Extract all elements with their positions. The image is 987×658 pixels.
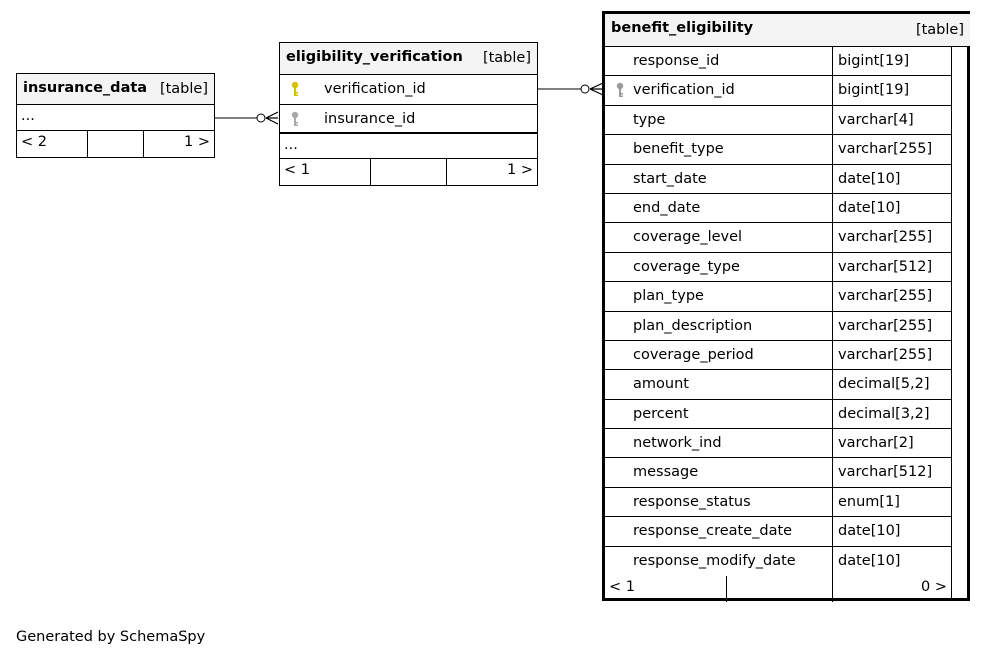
- table-name: benefit_eligibility: [611, 20, 754, 36]
- column-type: decimal[5,2]: [838, 376, 930, 393]
- column-type: varchar[512]: [838, 258, 933, 275]
- column-name: verification_id: [633, 82, 735, 99]
- edge-insurance-data-to-eligibility-verification: [215, 112, 278, 124]
- column-divider: [832, 341, 833, 369]
- column-name: verification_id: [324, 81, 426, 97]
- column-divider: [832, 253, 833, 281]
- foreign-key-icon: [615, 82, 625, 98]
- edge-eligibility-verification-to-benefit-eligibility: [537, 83, 603, 95]
- column-name: response_status: [633, 493, 751, 510]
- column-divider: [832, 312, 833, 340]
- column-row-start-date[interactable]: [605, 165, 951, 194]
- column-row-type[interactable]: [605, 106, 951, 135]
- column-type: bigint[19]: [838, 82, 910, 99]
- more-columns-ellipsis: ...: [284, 137, 298, 153]
- table-kind-label: [table]: [915, 22, 964, 38]
- table-header: [280, 43, 537, 75]
- column-name: response_modify_date: [633, 552, 796, 569]
- nav-right[interactable]: 1 >: [184, 134, 210, 150]
- column-type: date[10]: [838, 523, 901, 540]
- column-type: date[10]: [838, 199, 901, 216]
- table-header: [605, 14, 970, 47]
- column-type: varchar[255]: [838, 288, 933, 305]
- column-name: amount: [633, 376, 689, 393]
- column-divider: [832, 106, 833, 134]
- table-header: [17, 74, 214, 105]
- column-type: varchar[255]: [838, 346, 933, 363]
- column-name: response_create_date: [633, 523, 793, 540]
- column-row-response-status[interactable]: [605, 488, 951, 517]
- column-row-response-id[interactable]: [605, 47, 951, 76]
- column-type: bigint[19]: [838, 53, 910, 69]
- column-type: varchar[2]: [838, 435, 914, 452]
- nav-divider: [446, 159, 447, 185]
- column-divider: [832, 165, 833, 193]
- column-list: [605, 47, 951, 576]
- column-name: coverage_type: [633, 258, 740, 275]
- column-row-plan-type[interactable]: [605, 282, 951, 311]
- nav-left[interactable]: < 1: [284, 162, 310, 178]
- column-divider: [832, 47, 833, 75]
- column-name: response_id: [633, 53, 720, 69]
- nav-divider: [370, 159, 371, 185]
- foreign-key-icon: [290, 111, 300, 127]
- column-row-response-modify-date[interactable]: [605, 547, 951, 576]
- column-divider: [832, 517, 833, 545]
- column-row-percent[interactable]: [605, 400, 951, 429]
- nav-left[interactable]: < 2: [21, 134, 47, 150]
- column-divider: [832, 370, 833, 398]
- column-row-verification-id[interactable]: [280, 75, 537, 105]
- table-insurance-data[interactable]: [16, 73, 215, 158]
- column-type: varchar[255]: [838, 141, 933, 158]
- column-divider: [832, 194, 833, 222]
- column-row-coverage-type[interactable]: [605, 253, 951, 282]
- column-row-coverage-level[interactable]: [605, 223, 951, 252]
- column-divider: [832, 135, 833, 163]
- column-type: date[10]: [838, 552, 901, 569]
- table-body: [605, 14, 964, 598]
- column-type: varchar[512]: [838, 464, 933, 481]
- nav-divider: [87, 131, 88, 157]
- table-nav-row: [280, 159, 537, 185]
- table-ellipsis-row: [280, 133, 537, 159]
- column-type: decimal[3,2]: [838, 405, 930, 422]
- nav-right[interactable]: 1 >: [507, 162, 533, 178]
- table-eligibility-verification[interactable]: [279, 42, 538, 186]
- column-name: benefit_type: [633, 141, 724, 158]
- column-row-network-ind[interactable]: [605, 429, 951, 458]
- more-columns-ellipsis: ...: [21, 108, 35, 124]
- nav-divider: [726, 576, 727, 602]
- column-type: date[10]: [838, 170, 901, 187]
- column-type: varchar[255]: [838, 317, 933, 334]
- column-name: coverage_level: [633, 229, 743, 246]
- column-divider: [832, 400, 833, 428]
- column-type: enum[1]: [838, 493, 900, 510]
- column-row-verification-id[interactable]: [605, 76, 951, 105]
- column-row-message[interactable]: [605, 458, 951, 487]
- column-divider: [832, 488, 833, 516]
- table-nav-row: [17, 131, 214, 157]
- nav-divider: [143, 131, 144, 157]
- column-type: varchar[4]: [838, 111, 914, 128]
- nav-right[interactable]: 0 >: [921, 579, 947, 596]
- column-divider: [832, 547, 833, 576]
- column-name: message: [633, 464, 699, 481]
- table-name: eligibility_verification: [286, 49, 463, 65]
- column-divider: [832, 458, 833, 486]
- column-name: network_ind: [633, 435, 722, 452]
- column-row-end-date[interactable]: [605, 194, 951, 223]
- table-ellipsis-row: [17, 105, 214, 131]
- column-name: type: [633, 111, 666, 128]
- column-row-plan-description[interactable]: [605, 312, 951, 341]
- nav-left[interactable]: < 1: [609, 579, 635, 596]
- column-divider: [832, 429, 833, 457]
- column-type: varchar[255]: [838, 229, 933, 246]
- column-name: start_date: [633, 170, 707, 187]
- nav-divider: [832, 576, 833, 602]
- column-name: percent: [633, 405, 689, 422]
- table-kind-label: [table]: [159, 81, 208, 97]
- table-benefit-eligibility[interactable]: [602, 11, 970, 601]
- column-name: plan_type: [633, 288, 704, 305]
- column-divider: [832, 282, 833, 310]
- column-row-insurance-id[interactable]: [280, 105, 537, 133]
- column-row-coverage-period[interactable]: [605, 341, 951, 370]
- column-divider: [832, 76, 833, 104]
- column-row-response-create-date[interactable]: [605, 517, 951, 546]
- table-name: insurance_data: [23, 80, 148, 96]
- column-name: insurance_id: [324, 111, 416, 127]
- column-name: coverage_period: [633, 346, 754, 363]
- table-kind-label: [table]: [482, 50, 531, 66]
- primary-key-icon: [290, 81, 300, 97]
- column-row-amount[interactable]: [605, 370, 951, 399]
- column-divider: [832, 223, 833, 251]
- column-name: end_date: [633, 199, 701, 216]
- column-row-benefit-type[interactable]: [605, 135, 951, 164]
- generated-by-note: Generated by SchemaSpy: [16, 629, 206, 645]
- table-nav-row: [605, 576, 951, 602]
- column-name: plan_description: [633, 317, 753, 334]
